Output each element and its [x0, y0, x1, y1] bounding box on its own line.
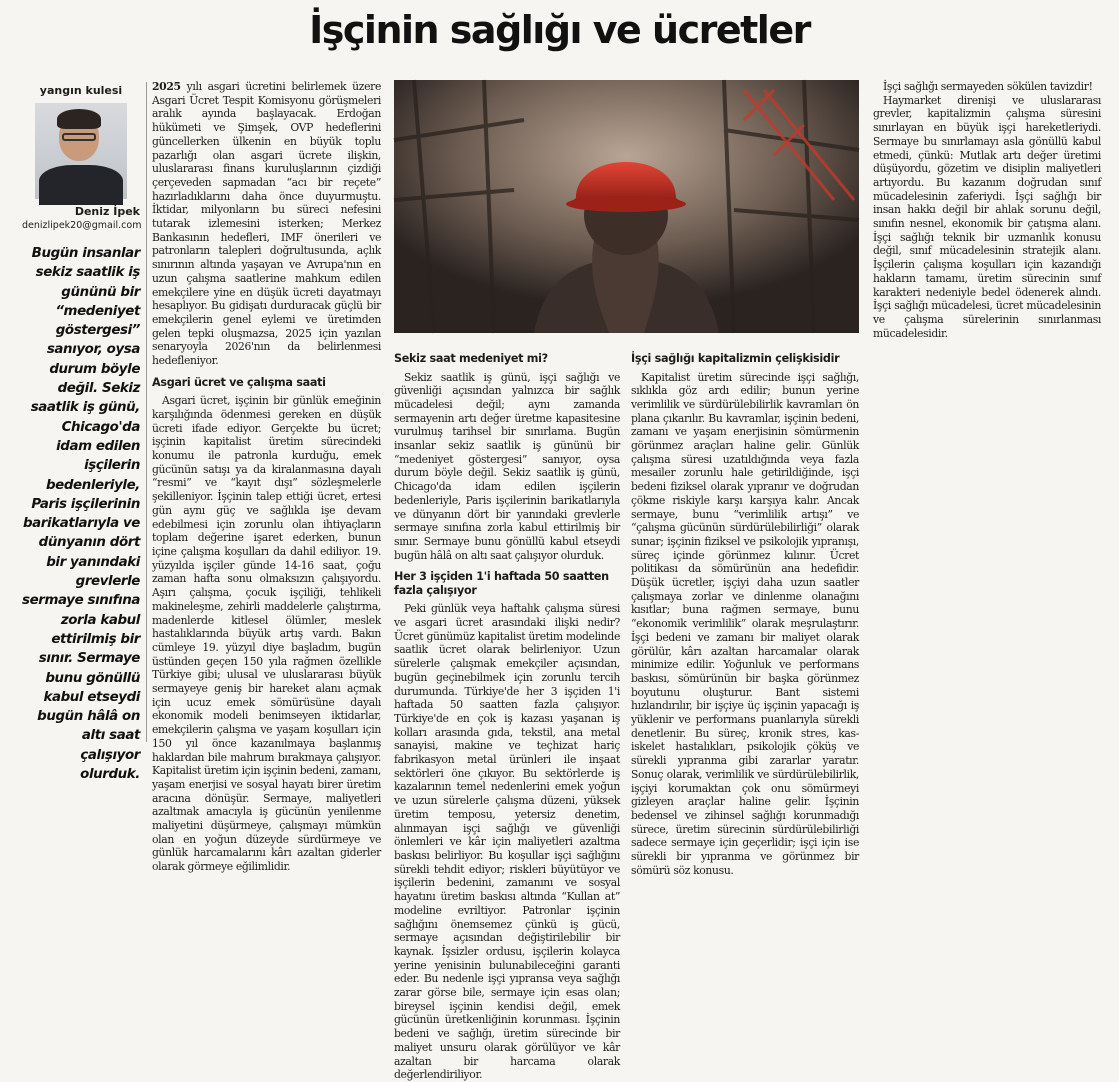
column-name: yangın kulesi — [39, 84, 123, 97]
article-column-3 — [631, 344, 859, 877]
subheading-50-hours: Her 3 işçiden 1'i haftada 50 saatten fazla çalışıyor — [394, 570, 609, 597]
intro-text: yılı asgari ücretini belirlemek üzere Asgari Ücret Tespit Komisyonu görüşmeleri aralık ayında başlayacak. Erdoğan hükümeti ve Şimşek, OVP hedeflerini güncellerken ülkenin en büyük toplu pazarlığı olan asgari ücrete ilişkin, uluslararası finans kuruluşlarının çizdiği çerçeveden sapmadan “acı bir reçete” hazırladıklarını daha önce duyurmuştu. İktidar, milyonların bu süreci nefesini tutarak izlemesini isterken; Merkez Bankasının hedefleri, IMF önerileri ve patronların talepleri doğrultusunda, açlık sınırının altında yaşayan ve Avrupa'nın en uzun çalışma saatlerine mahkum edilen emekçilere yine en düşük ücreti dayatmayı hesaplıyor. Bu gidişatı durduracak güçlü bir emekçilerin genel eylemi ve üretimden gelen tepki oluşmazsa, 2025 için yazılan senaryoyla 2026'nın da belirlenmesi hedefleniyor. — [152, 80, 381, 368]
paragraph-minimum-wage: Asgari ücret, işçinin bir günlük emeğinin karşılığında ödenmesi gereken en düşük ücreti ifade ediyor. Gerçekte bu ücret; işçinin kapitalist üretim sürecindeki konumu ile patronla kurduğu, emek gücünün satışı ya da kiralanmasına dayalı “resmi” ve “kayıt dışı” sözleşmelerle şekilleniyor. İşçinin talep ettiği ücret, ertesi gün aynı güç ve sağlıkla işe devam edebilmesi için zorunlu olan ihtiyaçların toplam değerine işaret ederken, bunun içine çalışma koşulları da dahil ediliyor. 19. yüzyılda işçiler günde 14-16 saat, çoğu zaman hafta sonu olmaksızın çalışıyordu. Aşırı çalışma, çocuk işçiliği, tehlikeli makineleşme, zehirli maddelerle çalıştırma, madenlerde kitlesel ölümler, meslek hastalıklarında büyük artış vardı. Bakın cümleye 19. yüzyıl diye başladım, bugün üstünden geçen 150 yıla rağmen özellikle Türkiye gibi; ulusal ve uluslararası büyük sermayeye geniş bir hareket alanı açmak için ucuz emek sömürüsüne dayalı ekonomik modeli benimseyen iktidarlar, emekçilerin çalışma ve yaşam koşulları için 150 yıl önce kazanılmaya başlanmış haklardan bile mahrum bırakmaya çalışıyor. Kapitalist üretim için işçinin bedeni, zamanı, yaşam enerjisi ve sosyal hayatı birer üretim aracına dönüşür. Sermaye, maliyetleri azaltmak amacıyla iş gücünün yenilenme maliyetini düşürmeye, çalışmayı mümkün olan en yoğun düzeyde sürdürmeye ve günlük harcamalarını kârı azaltan giderler olarak görmeye eğilimlidir. — [152, 394, 381, 874]
subheading-capitalism: İşçi sağlığı kapitalizmin çelişkisidir — [631, 352, 840, 365]
author-sidebar — [22, 82, 140, 231]
column-divider — [146, 82, 147, 742]
paragraph-haymarket: Haymarket direnişi ve uluslararası grevler, kapitalizmin çalışma süresini sınırlayan en büyük işçi hareketleriydi. Sermaye bu sınırlamayı asla gönüllü kabul etmedi, çünkü: Mutlak artı değer üretimi düşüyordu, gözetim ve disiplin maliyetleri artıyordu. Bu kazanım doğrudan sınıf mücadelesinin zaferiydi. İşçi sağlığı bir insan hakkı değil bir ahlak sorunu değil, sınıfın nesnel, ekonomik bir çatışma alanı. İşçi sağlığı teknik bir uzmanlık konusu değil, sınıf mücadelesinin stratejik alanı. İşçilerin çalışma koşulları için kazandığı hakların tamamı, üretim sürecinin sınıf karakteri nedeniyle bedel ödenerek alındı. İşçi sağlığı mücadelesi, ücret mücadelesinin ve çalışma sürelerinin sınırlanması mücadelesidir. — [873, 93, 1101, 340]
pull-quote: Bugün insanlar sekiz saatlik iş gününü bir “medeniyet göstergesi” sanıyor, oysa durum böyle değil. Sekiz saatlik iş günü, Chicago'da idam edilen işçilerin bedenleriyle, Paris işçilerinin barikatlarıyla ve dünyanın dört bir yanındaki grevlerle sermaye sınıfına zorla kabul ettirilmiş bir sınır. Sermaye bunu gönüllü kabul etseydi bugün hâlâ on altı saat çalışıyor olurduk. — [22, 246, 140, 783]
article-column-1 — [152, 80, 381, 874]
article-photo-worker-helmet — [394, 80, 859, 333]
paragraph-concession: İşçi sağlığı sermayeden sökülen tavizdir! — [883, 80, 1093, 93]
paragraph-eight-hours: Sekiz saatlik iş günü, işçi sağlığı ve güvenliği açısından yalnızca bir sağlık mücadelesi değil; aynı zamanda sermayenin artı değer üretme kapasitesine vurulmuş tarihsel bir sınırlama. Bugün insanlar sekiz saatlik iş gününü bir “medeniyet göstergesi” sanıyor, oysa durum böyle değil. Sekiz saatlik iş günü, Chicago'da idam edilen işçilerin bedenleriyle, Paris işçilerinin barikatlarıyla ve dünyanın dört bir yanındaki grevlerle sermaye sınıfına zorla kabul ettirilmiş bir sınır. Sermaye bunu gönüllü kabul etseydi bugün hâlâ on altı saat çalışıyor olurduk. — [394, 370, 620, 562]
author-email: denizlipek20@gmail.com — [22, 220, 142, 231]
intro-lead: 2025 — [152, 80, 181, 93]
headline: İşçinin sağlığı ve ücretler — [309, 8, 810, 52]
photo-illustration — [394, 80, 859, 333]
paragraph-capitalism: Kapitalist üretim sürecinde işçi sağlığı, sıklıkla göz ardı edilir; bunun yerine verimlilik ve sürdürülebilirlik kavramları ön plana çıkarılır. Bu kavramlar, işçinin bedeni, zamanı ve yaşam enerjisinin sömürmenin görünmez araçları haline gelir. Günlük çalışma süresi uzatıldığında veya fazla mesailer zorunlu hale getirildiğinde, işçi bedeni fiziksel olarak yıpranır ve doğrudan çökme riskiyle karşı karşıya kalır. Ancak sermaye, bunu “verimlilik artışı” ve “çalışma gücünün sürdürülebilirliği” olarak sunar; işçinin fiziksel ve psikolojik yıpranışı, süreç içinde görünmez kılınır. Ücret politikası da sömürünün ana hedefidir. Düşük ücretler, işçiyi daha uzun saatler çalışmaya zorlar ve dinlenme olanağını kısıtlar; buna rağmen sermaye, bunu “ekonomik verimlilik” olarak meşrulaştırır. İşçi bedeni ve zamanı bir maliyet olarak görülür, kârı azaltan harcamalar olarak minimize edilir. Yoğunluk ve performans baskısı, sömürünün bir başka görünmez boyutunu oluşturur. Bant sistemi hızlandırılır, bir işçiye üç işçinin yapacağı iş yüklenir ve performans puanlarıyla sürekli denetlenir. Bu süreç, kronik stres, kas-iskelet hastalıkları, psikolojik çöküş ve sürekli yıpranma gibi zararlar yaratır. Sonuç olarak, verimlilik ve sürdürülebilirlik, işçiyi korumaktan çok onu sömürmeyi gizleyen araçlar haline gelir. İşçinin bedensel ve zihinsel sağlığı korunmadığı sürece, üretim sürecinin sürdürülebilirliği sadece sermaye için geçerlidir; işçi için ise sürekli bir yıpranma ve görünmez bir sömürü söz konusu. — [631, 370, 859, 877]
article-column-4 — [873, 80, 1101, 748]
author-portrait — [35, 103, 127, 199]
author-name: Deniz İpek — [74, 205, 140, 218]
article-column-2 — [394, 344, 620, 1082]
intro-paragraph — [152, 80, 381, 368]
paragraph-50-hours: Peki günlük veya haftalık çalışma süresi ve asgari ücret arasındaki ilişki nedir? Ücret günümüz kapitalist üretim modelinde saatlik ücret olarak belirleniyor. Uzun sürelerle çalışmak emekçiler açısından, bugün geçinebilmek için zorunlu tercih durumunda. Türkiye'de her 3 işçiden 1'i haftada 50 saatten fazla çalışıyor. Türkiye'de en çok iş kazası yaşanan iş kolları arasında gıda, tekstil, ana metal sanayisi, makine ve teçhizat hariç fabrikasyon metal ürünleri ile inşaat sektörleri öne çıkıyor. Bu sektörlerde iş kazalarının temel nedenlerini emek yoğun ve uzun sürelerle çalışma düzeni, yüksek üretim temposu, yetersiz denetim, alınmayan işçi sağlığı ve güvenliği önlemleri ve kâr için maliyetleri azaltma baskısı belirliyor. Bu koşullar işçi sağlığını sürekli tehdit ediyor; riskleri büyütüyor ve işçilerin bedenini, zamanını ve sosyal hayatını üretim baskısı altında “Kullan at” modeline evriltiyor. Patronlar işçinin sağlığını önemsemez çünkü iş gücü, sermaye açısından değiştirilebilir bir kaynak. İşsizler ordusu, işçilerin kolayca yerine yenisinin bulunabileceğini garanti eder. Bu nedenle işçi yıpransa veya sağlığı zarar görse bile, sermaye için esas olan; bireysel işçinin kendisi değil, emek gücünün üretkenliğinin korunması. İşçinin bedeni ve sağlığı, üretim sürecinde bir maliyet unsuru olarak görülüyor ve kâr azaltan bir harcama olarak değerlendiriliyor. — [394, 602, 620, 1082]
subheading-minimum-wage: Asgari ücret ve çalışma saati — [152, 375, 326, 389]
subheading-eight-hours: Sekiz saat medeniyet mi? — [394, 352, 548, 365]
